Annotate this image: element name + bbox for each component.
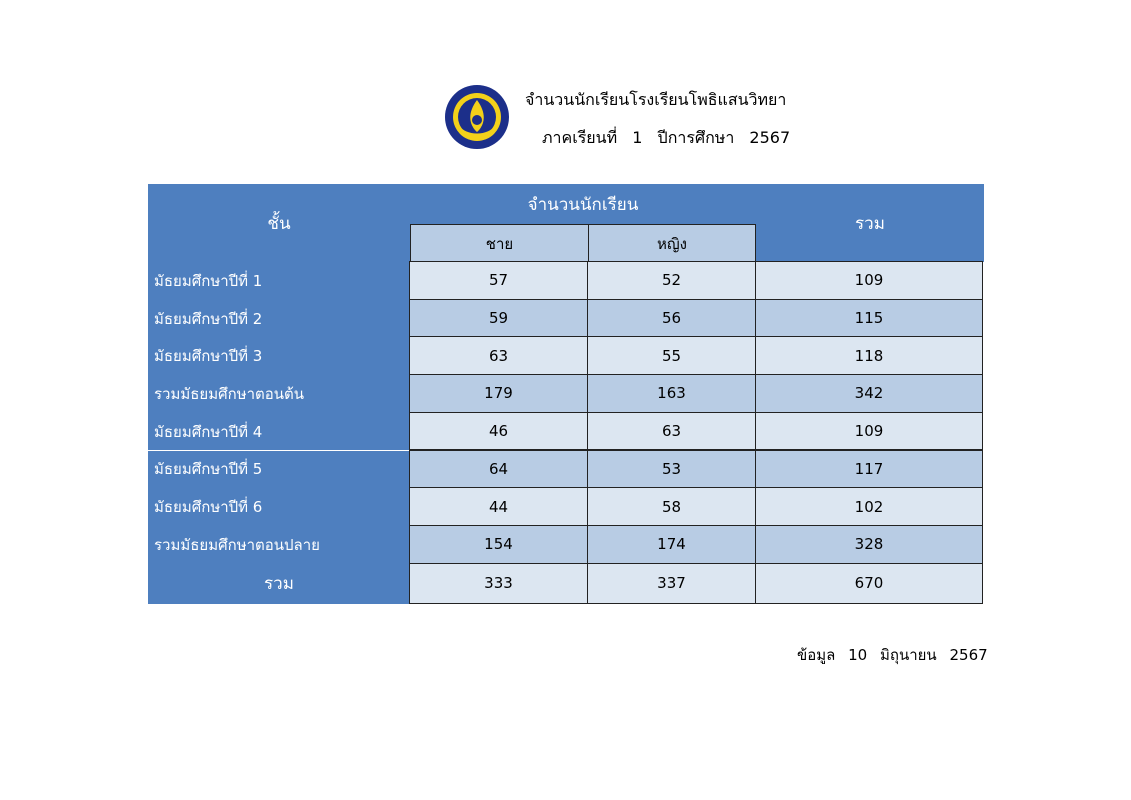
cell-male: 63 <box>409 336 588 375</box>
cell-total: 109 <box>755 261 983 300</box>
year-value: 2567 <box>749 128 791 147</box>
cell-male: 179 <box>409 374 588 413</box>
cell-total: 115 <box>755 299 983 338</box>
cell-female: 55 <box>587 336 756 375</box>
cell-total: 118 <box>755 336 983 375</box>
cell-female: 56 <box>587 299 756 338</box>
header-male: ชาย <box>410 224 589 263</box>
cell-male: 64 <box>409 450 588 489</box>
date-day: 10 <box>848 646 868 664</box>
cell-total: 109 <box>755 412 983 451</box>
cell-female: 337 <box>587 563 756 605</box>
date-month: มิถุนายน <box>880 646 937 664</box>
cell-male: 57 <box>409 261 588 300</box>
cell-total: 117 <box>755 450 983 489</box>
cell-total: 670 <box>755 563 983 605</box>
header-students: จำนวนนักเรียน <box>410 184 756 224</box>
header-female: หญิง <box>588 224 756 263</box>
row-label: มัธยมศึกษาปีที่ 1 <box>148 262 410 300</box>
header-total: รวม <box>756 184 984 262</box>
row-label: รวมมัธยมศึกษาตอนปลาย <box>148 526 410 564</box>
year-label: ปีการศึกษา <box>657 128 735 147</box>
data-date <box>797 643 996 667</box>
date-year: 2567 <box>949 646 988 664</box>
term-value: 1 <box>632 128 643 147</box>
row-label: รวมมัธยมศึกษาตอนต้น <box>148 375 410 413</box>
report-subtitle <box>542 126 800 151</box>
cell-male: 59 <box>409 299 588 338</box>
header-class: ชั้น <box>148 184 410 262</box>
date-label: ข้อมูล <box>797 646 836 664</box>
cell-female: 174 <box>587 525 756 564</box>
cell-male: 333 <box>409 563 588 605</box>
cell-female: 58 <box>587 487 756 526</box>
cell-female: 163 <box>587 374 756 413</box>
cell-total: 102 <box>755 487 983 526</box>
student-count-table <box>148 184 984 606</box>
cell-female: 63 <box>587 412 756 451</box>
cell-female: 53 <box>587 450 756 489</box>
cell-male: 44 <box>409 487 588 526</box>
cell-male: 46 <box>409 412 588 451</box>
row-label: มัธยมศึกษาปีที่ 3 <box>148 337 410 375</box>
term-label: ภาคเรียนที่ <box>542 128 618 147</box>
school-logo <box>444 84 510 150</box>
report-title: จำนวนนักเรียนโรงเรียนโพธิแสนวิทยา <box>525 90 787 109</box>
cell-female: 52 <box>587 261 756 300</box>
cell-total: 328 <box>755 525 983 564</box>
row-label: รวม <box>148 564 410 605</box>
row-label: มัธยมศึกษาปีที่ 5 <box>148 451 410 489</box>
row-label: มัธยมศึกษาปีที่ 6 <box>148 488 410 526</box>
cell-total: 342 <box>755 374 983 413</box>
cell-male: 154 <box>409 525 588 564</box>
row-label: มัธยมศึกษาปีที่ 4 <box>148 413 410 451</box>
row-label: มัธยมศึกษาปีที่ 2 <box>148 300 410 338</box>
